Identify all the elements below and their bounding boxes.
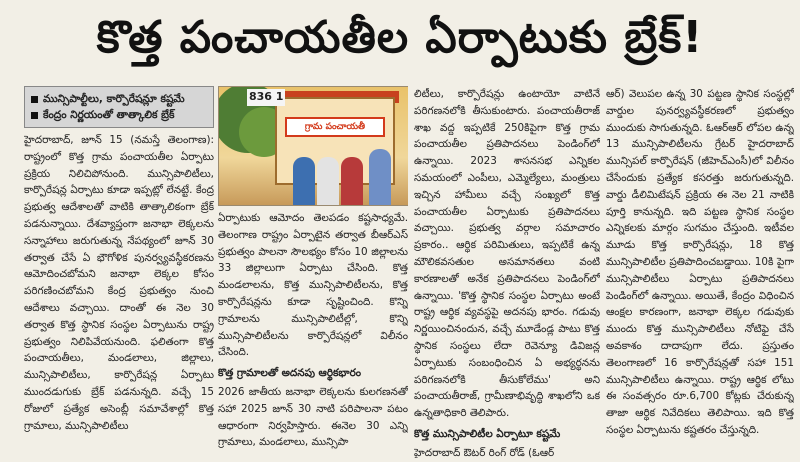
headline: కొత్త పంచాయతీల ఏర్పాటుకు బ్రేక్! — [96, 12, 704, 63]
bullet-square-icon — [31, 96, 38, 103]
article-column-2 — [218, 86, 408, 458]
person-figure — [341, 157, 363, 205]
person-figure — [317, 157, 339, 205]
column-1-body: హైదరాబాద్, జూన్ 15 (నమస్తే తెలంగాణ): రాష్ట్రంలో కొత్త గ్రామ పంచాయతీల ఏర్పాటు ప్రక్రియ నిలిచిపోనుంది. మున్సిపాలిటీలు, కార్పొరేషన్ల ఏర్పాటు కూడా ఇప్పట్లో లేనట్టే. కేంద్ర ప్రభుత్వ ఆదేశాలతో వాటికి తాత్కాలికంగా బ్రేక్ పడనున్నాయి. దేశవ్యాప్తంగా జనాభా లెక్కలను సన్నాహాలు జరుగుతున్న నేపథ్యంలో జూన్ 30 తర్వాత చేసే ఏ భౌగోళిక పునర్వ్యవస్థీకరణను ఆమోదించబోమని జనాభా లెక్కల కోసం పరిగణించబోమని కేంద్ర ప్రభుత్వం నుంచి ఆదేశాలు వచ్చాయి. దాంతో ఈ నెల 30 తర్వాత కొత్త స్థానిక సంస్థల ఏర్పాటును రాష్ట్ర ప్రభుత్వం నిలిపివేయనుంది. ఫలితంగా కొత్త పంచాయతీలు, మండలాలు, జిల్లాలు, మున్సిపాలిటీలు, కార్పొరేషన్ల ఏర్పాటు ముందడుగుకు బ్రేక్ పడనున్నది. వచ్చే 15 రోజులో ప్రత్యేక అసెంబ్లీ సమావేశాల్లో కొత్త గ్రామాలు, మున్సిపాలిటీలు — [24, 134, 214, 432]
article-column-3 — [414, 86, 600, 458]
kicker-box — [24, 86, 214, 128]
bullet-square-icon — [31, 112, 38, 119]
panchayat-signboard: గ్రామ పంచాయతీ — [285, 117, 385, 137]
column-2-body: ఏర్పాటుకు ఆమోదం తెలపడం కష్టసాధ్యమే. తెలంగాణ రాష్ట్రం ఏర్పాటైన తర్వాత బీఆర్ఎస్ ప్రభుత్వం పాలనా సౌలభ్యం కోసం 10 జిల్లాలను 33 జిల్లాలుగా ఏర్పాటు చేసింది. కొత్త మండలాలను, కొత్త మున్సిపాలిటీలను, కొత్త కార్పొరేషన్లను కూడా సృష్టించింది. కొన్ని గ్రామాలను మున్సిపాలిటీల్లో, కొన్ని మున్సిపాలిటీలను కార్పొరేషన్లలో విలీనం చేసింది. — [218, 212, 408, 359]
subheading: కొత్త మున్సిపాలిటీల ఏర్పాటూ కష్టమే — [414, 427, 561, 440]
column-3-body: లిటీలు, కార్పొరేషన్లు ఉంటాయో వాటినే పరిగణనలోకి తీసుకుంటారు. పంచాయతీరాజ్ శాఖ వద్ద ఇప్పటికే 250కిపైగా కొత్త గ్రామ పంచాయతీల ప్రతిపాదనలు పెండింగ్‌లో ఉన్నాయి. 2023 శాసనసభ ఎన్నికల సమయంలో ఎంపీలు, ఎమ్మెల్యేలు, మంత్రులు ఇచ్చిన హామీలు వచ్చే సంఖ్యలో కొత్త పంచాయతీల ఏర్పాటుకు ప్రతిపాదనలు వచ్చాయి. ప్రభుత్వ వర్గాల సమాచారం ప్రకారం.. ఆర్థిక పరిమితులు, ఇప్పటికే ఉన్న మౌలికవసతుల అసమానతలు వంటి కారణాలతో అనేక ప్రతిపాదనలు పెండింగ్‌లో ఉన్నాయి. 'కొత్త స్థానిక సంస్థల ఏర్పాటు అంటే రాష్ట్ర ఆర్థిక వ్యవస్థపై అదనపు భారం. గడువు నిర్ణయించినందున, వచ్చే మూడేండ్ల పాటు కొత్త స్థానిక సంస్థలు లేదా రెవెన్యూ డివిజన్ల ఏర్పాటుకు సంబంధించిన ఏ అభ్యర్థనను పరిగణనలోకి తీసుకోలేము' అని పంచాయతీరాజ్, గ్రామీణాభివృద్ధి శాఖలోని ఒక ఉన్నతాధికారి తెలిపారు. — [414, 88, 600, 420]
photo-number-text: 836 1 — [247, 89, 285, 106]
article-column-4 — [606, 86, 794, 458]
kicker-line-2: కేంద్రం నిర్ణయంతో తాత్కాలిక బ్రేక్ — [31, 107, 207, 123]
column-2-body-b: 2026 జాతీయ జనాభా లెక్కలను కులగణనతో సహా 2025 జూన్ 30 నాటి పరిపాలనా పటం ఆధారంగా నిర్వహిస్తారు. ఈనెల 30 ఎన్ని గ్రామాలు, మండలాలు, మున్సిపా — [218, 385, 408, 449]
person-figure — [293, 157, 315, 205]
kicker-line-1: మున్సిపాల్టీలు, కార్పొరేషన్లూ కష్టమే — [31, 91, 207, 107]
column-3-body-b: హైదరాబాద్ ఔటర్ రింగ్ రోడ్ (ఓఆర్ — [414, 446, 555, 458]
article-column-1 — [24, 86, 214, 458]
panchayat-office-photo — [218, 86, 408, 206]
person-figure — [369, 149, 391, 205]
column-4-body: ఆర్) వెలుపల ఉన్న 30 పట్టణ స్థానిక సంస్థల్లో వార్డుల పునర్వ్యవస్థీకరణలో ప్రభుత్వం ముందుకు సాగుతున్నది. ఓఆర్ఆర్ లోపల ఉన్న 13 మున్సిపాలిటీలను గ్రేటర్ హైదరాబాద్ మున్సిపల్ కార్పొరేషన్ (జీహెచ్ఎంసీ)లో విలీనం చేసేందుకు ప్రత్యేక కసరత్తు జరుగుతున్నది. వార్డు డీలిమిటేషన్ ప్రక్రియ ఈ నెల 21 నాటికి పూర్తి కానున్నది. ఇది పట్టణ స్థానిక సంస్థల ఎన్నికలకు మార్గం సుగమం చేస్తుంది. ఇటీవల మూడు కొత్త కార్పొరేషన్లు, 18 కొత్త మున్సిపాలిటీల ప్రతిపాదించబడ్డాయి. 10కి పైగా మున్సిపాలిటీలు ఏర్పాటు ప్రతిపాదనలు పెండింగ్‌లో ఉన్నాయి. అయితే, కేంద్రం విధించిన ఆంక్షల కారణంగా, జనాభా లెక్కల గడువుకు ముందు కొత్త మున్సిపాలిటీలు నోటిఫై చేసే అవకాశం దాదాపుగా లేదు. ప్రస్తుతం తెలంగాణలో 16 కార్పొరేషన్లతో సహా 151 మున్సిపాలిటీలు ఉన్నాయి. రాష్ట్ర ఆర్థిక లోటు ఈ సంవత్సరం రూ.6,700 కోట్లకు చేరుకున్న తాజా ఆర్థిక నివేదికలు తెలిపాయి. ఇది కొత్త సంస్థల ఏర్పాటును కష్టతరం చేస్తున్నది. — [606, 88, 794, 436]
subheading: కొత్త గ్రామాలతో అదనపు ఆర్థికభారం — [218, 367, 361, 380]
